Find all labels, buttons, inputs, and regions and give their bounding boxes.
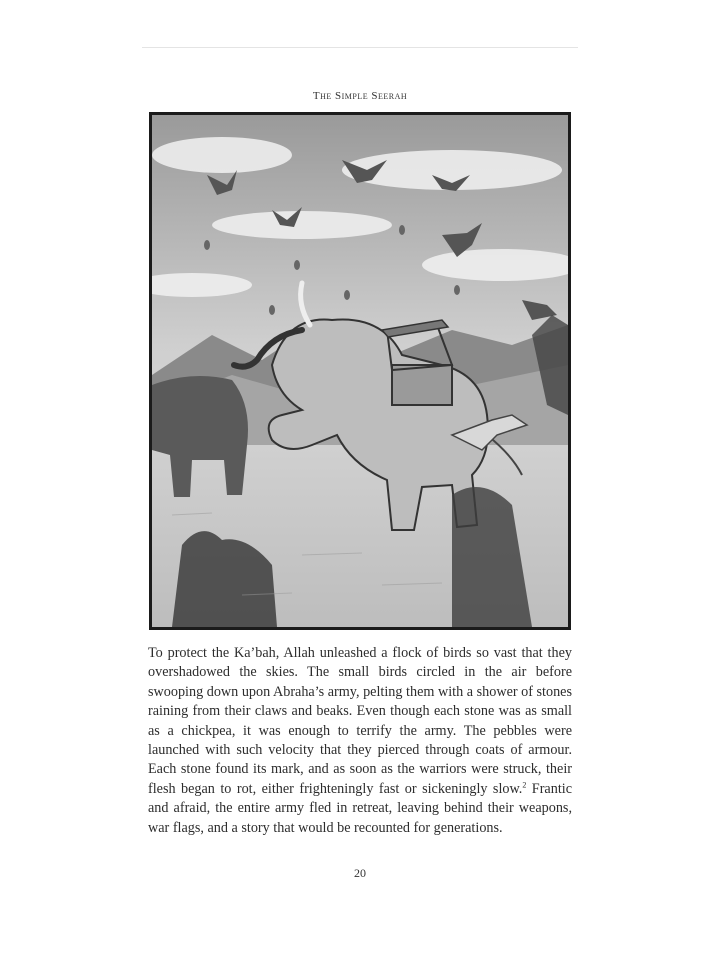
body-paragraph [148, 644, 572, 838]
illustration-frame [149, 112, 571, 630]
running-header: The Simple Seerah [312, 90, 408, 102]
illustration-army-of-the-elephant [152, 115, 568, 627]
paragraph-text-continued: Frantic and afraid, the entire army fled in retreat, leaving behind their weapons, war flags, and a story that would be recounted for generations. [148, 780, 572, 836]
footnote-marker[interactable]: 2 [522, 780, 527, 790]
page-number: 20 [354, 866, 366, 880]
paragraph-text: To protect the Ka’bah, Allah unleashed a flock of birds so vast that they overshadowed the skies. The small birds circled in the air before swooping down upon Abraha’s army, pelting them with a shower of stones raining from their claws and beaks. Even though each stone was as small as a chickpea, it was enough to terrify the army. The pebbles were launched with such velocity that they pierced through coats of armour. Each stone found its mark, and as soon as the warriors were struck, their flesh began to rot, either frighteningly fast or sickeningly slow. [148, 645, 572, 797]
top-divider [142, 47, 578, 48]
